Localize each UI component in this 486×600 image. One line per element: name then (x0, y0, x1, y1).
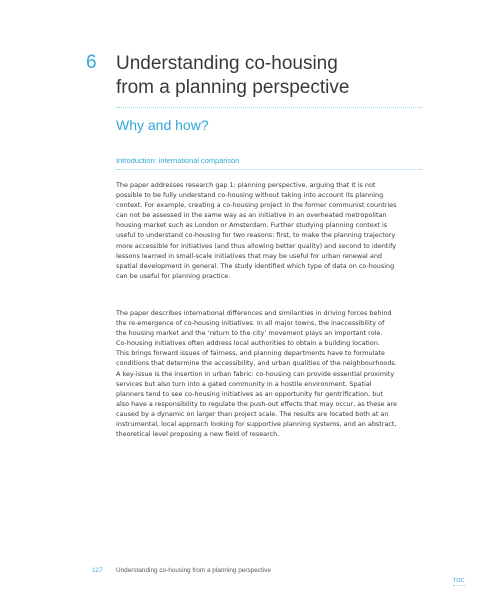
chapter-title-line-2: from a planning perspective (116, 77, 350, 98)
body-text-line: housing market such as London or Amsterdam. Further studying planning context is (116, 221, 388, 230)
body-text-line: the housing market and the ‘return to the city’ movement plays an important role. (116, 329, 383, 338)
body-text-line: A key-issue is the insertion in urban fabric: co-housing can provide essential proximity (116, 369, 395, 378)
footer-running-title: Understanding co-housing from a planning perspective (116, 567, 271, 574)
body-text-line: lessons learned in small-scale initiatives that may be useful for urban renewal and (116, 251, 382, 260)
body-text-line: The paper describes international differences and similarities in driving forces behind (116, 309, 392, 317)
body-text-line: spatial development in general. The study identified which type of data on co-housing (116, 261, 395, 270)
footer-page-number: 127 (92, 567, 103, 574)
body-text-line: The paper addresses research gap 1: planning perspective, arguing that it is not (116, 181, 376, 189)
body-text-line: This brings forward issues of fairness, and planning departments have to formulate (116, 349, 385, 358)
body-text-line: more accessible for initiatives (and thus allowing better quality) and second to identify (116, 241, 397, 250)
toc-link[interactable]: TOC (453, 578, 465, 584)
body-paragraph-2 (116, 308, 424, 439)
body-text-line: the re-emergence of co-housing initiatives. In all major towns, the inaccessibility of (116, 319, 385, 328)
body-text-line: services but also turn into a gated community in a hostile environment. Spatial (116, 379, 372, 388)
body-text-line: Co-housing initiatives often address local authorities to obtain a building location. (116, 339, 380, 348)
body-text-line: conditions that determine the accessibility, and urban qualities of the neighbourhoods. (116, 359, 397, 368)
body-text-line: can not be assessed in the same way as an initiative in an overheated metropolitan (116, 211, 387, 220)
body-paragraph-1 (116, 180, 424, 281)
chapter-title (116, 52, 436, 100)
body-text-line: caused by a dynamic on larger than project scale. The results are located both at an (116, 409, 389, 418)
chapter-number: 6 (86, 52, 97, 73)
section-divider (116, 169, 422, 170)
section-heading: Introduction: international comparison (116, 156, 240, 165)
body-text-line: can be useful for planning practice. (116, 271, 231, 280)
body-text-line: planners tend to see co-housing initiatives as an opportunity for gentrification, but (116, 389, 383, 398)
body-text-line: instrumental, local approach looking for supportive planning systems, and an abstract, (116, 420, 397, 429)
body-text-line: context. For example, creating a co-housing project in the former communist countries (116, 201, 397, 210)
body-text-line: possible to be fully understand co-housing without taking into account its planning (116, 191, 384, 200)
title-divider (116, 107, 422, 108)
body-text-line: theoretical level proposing a new field of research. (116, 430, 280, 439)
body-text-line: also have a responsibility to regulate the push-out effects that may occur, as these are (116, 399, 397, 408)
chapter-subtitle: Why and how? (116, 117, 209, 133)
body-text-line: useful to understand co-housing for two reasons: first, to make the planning trajectory (116, 231, 396, 240)
chapter-title-line-1: Understanding co-housing (116, 53, 338, 74)
